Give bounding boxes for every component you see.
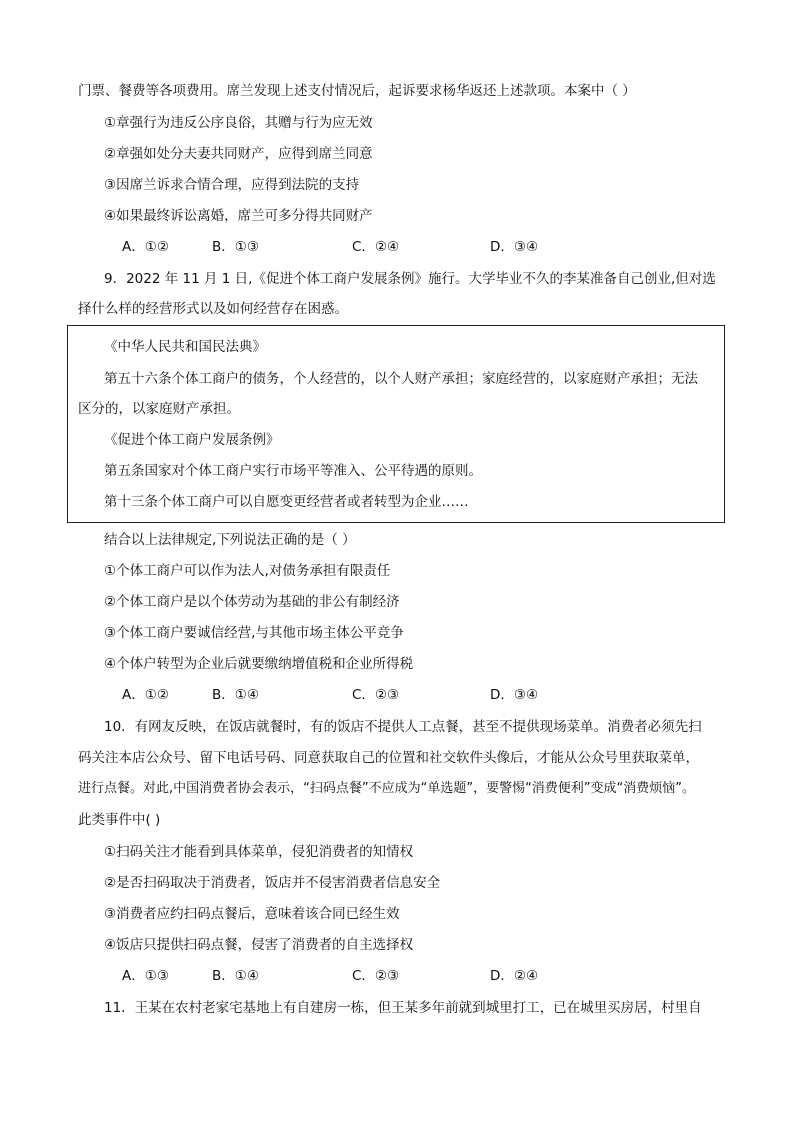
q9-option-a: A．①② [122, 687, 169, 703]
law-article-56-line-2: 区分的，以家庭财产承担。 [78, 401, 240, 417]
q11-stem-line-1: 11．王某在农村老家宅基地上有自建房一栋，但王某多年前就到城里打工，已在城里买房居，村里自 [104, 1000, 702, 1016]
q9-stem-line-2: 择什么样的经营形式以及如何经营存在困惑。 [78, 301, 348, 317]
q8-option-c: C．②④ [352, 239, 400, 255]
q8-statement-2: ②章强如处分夫妻共同财产，应得到席兰同意 [104, 146, 373, 162]
q10-stem-line-1: 10．有网友反映，在饭店就餐时，有的饭店不提供人工点餐，甚至不提供现场菜单。消费者必须先扫 [104, 719, 702, 735]
q10-stem-line-4: 此类事件中( ) [78, 812, 161, 828]
q9-option-d: D．③④ [490, 687, 539, 703]
q10-option-d: D．②④ [490, 968, 539, 984]
q10-stem-line-2: 码关注本店公众号、留下电话号码、同意获取自己的位置和社交软件头像后，才能从公众号里获取菜单， [78, 750, 699, 766]
q10-statement-1: ①扫码关注才能看到具体菜单，侵犯消费者的知情权 [104, 844, 414, 860]
q10-statement-3: ③消费者应约扫码点餐后，意味着该合同已经生效 [104, 906, 400, 922]
q10-statement-2: ②是否扫码取决于消费者，饭店并不侵害消费者信息安全 [104, 875, 441, 891]
q8-statement-1: ①章强行为违反公序良俗，其赠与行为应无效 [104, 115, 373, 131]
q9-statement-2: ②个体工商户是以个体劳动为基础的非公有制经济 [104, 594, 400, 610]
q10-option-b: B．①④ [212, 968, 259, 984]
q9-option-b: B．①④ [212, 687, 259, 703]
law-article-5: 第五条国家对个体工商户实行市场平等准入、公平待遇的原则。 [104, 463, 482, 479]
q9-statement-3: ③个体工商户要诚信经营,与其他市场主体公平竞争 [104, 625, 404, 641]
law-article-13: 第十三条个体工商户可以自愿变更经营者或者转型为企业…… [104, 494, 469, 510]
q8-stem-continuation: 门票、餐费等各项费用。席兰发现上述支付情况后，起诉要求杨华返还上述款项。本案中（ ） [78, 83, 636, 99]
q9-option-c: C．②③ [352, 687, 400, 703]
q8-statement-4: ④如果最终诉讼离婚，席兰可多分得共同财产 [104, 208, 373, 224]
law-title-regulation: 《促进个体工商户发展条例》 [104, 432, 280, 448]
q10-option-a: A．①③ [122, 968, 169, 984]
q10-option-c: C．②③ [352, 968, 400, 984]
q9-statement-4: ④个体户转型为企业后就要缴纳增值税和企业所得税 [104, 656, 414, 672]
law-title-civil-code: 《中华人民共和国民法典》 [104, 339, 266, 355]
q9-statement-1: ①个体工商户可以作为法人,对债务承担有限责任 [104, 563, 391, 579]
q10-stem-line-3: 进行点餐。对此,中国消费者协会表示，“扫码点餐”不应成为“单选题”，要警惕“消费便利”变成“消费烦恼”。 [78, 781, 696, 796]
q9-question: 结合以上法律规定,下列说法正确的是（ ） [104, 532, 356, 548]
q8-option-d: D．③④ [490, 239, 539, 255]
q10-statement-4: ④饭店只提供扫码点餐，侵害了消费者的自主选择权 [104, 937, 414, 953]
law-article-56-line-1: 第五十六条个体工商户的债务，个人经营的，以个人财产承担；家庭经营的，以家庭财产承担；无法 [104, 371, 698, 387]
q9-stem-line-1: 9．2022 年 11 月 1 日,《促进个体工商户发展条例》施行。大学毕业不久的李某准备自己创业,但对选 [104, 271, 716, 287]
q8-option-a: A．①② [122, 239, 169, 255]
q8-statement-3: ③因席兰诉求合情合理，应得到法院的支持 [104, 177, 360, 193]
q8-option-b: B．①③ [212, 239, 259, 255]
